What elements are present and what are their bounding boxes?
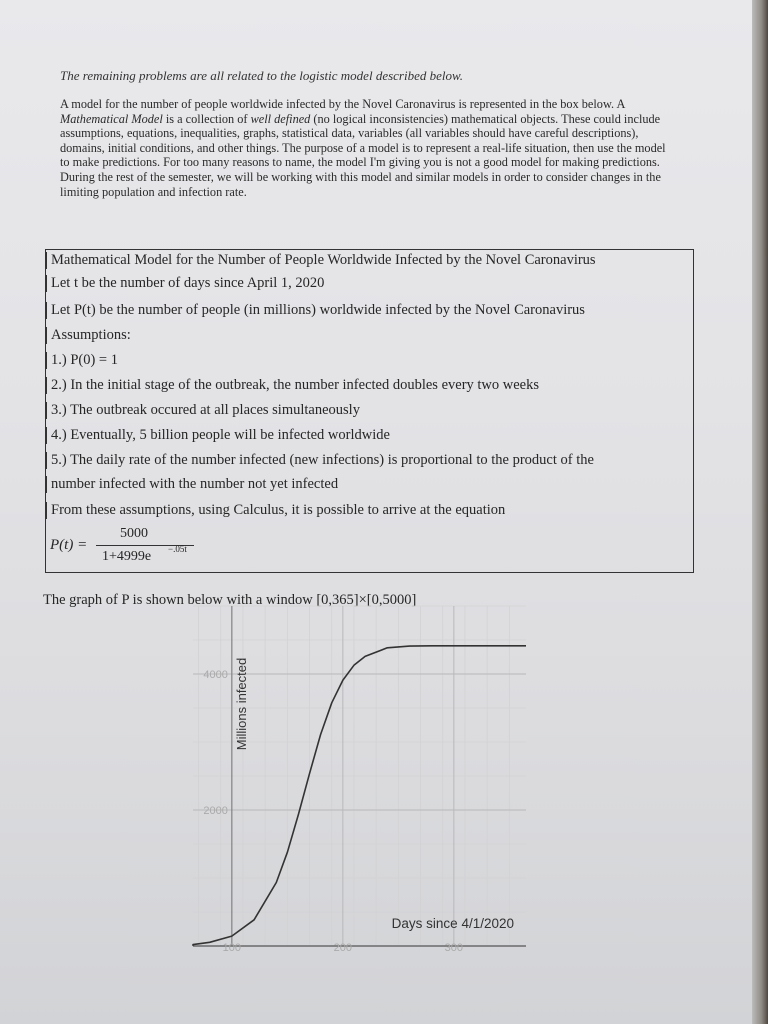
intro-text: The remaining problems are all related to the logistic model described below. bbox=[60, 68, 463, 83]
para-part3: (no logical inconsistencies) mathematical objects. These could include assumptions, equations, inequalities, graphs, statistical data, variables (all variables should have careful descriptions), domains, initial conditions, and other things. The purpose of a model is to represent a real-life situation, then use the model to make predictions. For too many reasons to name, the model I'm giving you is not a good model for making predictions. During the rest of the semester, we will be working with this model and similar models in order to consider changes in the limiting population and infection rate. bbox=[60, 111, 666, 199]
equation-numerator: 5000 bbox=[120, 526, 148, 541]
y-tick-label: 2000 bbox=[203, 805, 228, 817]
assumption-1: 1.) P(0) = 1 bbox=[46, 352, 693, 369]
x-tick-label: 200 bbox=[333, 942, 353, 954]
assumption-2: 2.) In the initial stage of the outbreak, the number infected doubles every two weeks bbox=[46, 377, 693, 394]
x-axis-label: Days since 4/1/2020 bbox=[391, 916, 514, 931]
box-title: Mathematical Model for the Number of People Worldwide Infected by the Novel Caronavirus bbox=[46, 252, 693, 269]
x-tick-label: 300 bbox=[444, 942, 464, 954]
assumptions-label: Assumptions: bbox=[46, 327, 693, 344]
y-tick-label: 4000 bbox=[203, 669, 228, 681]
assumption-3: 3.) The outbreak occured at all places simultaneously bbox=[46, 402, 693, 419]
conclusion-text: From these assumptions, using Calculus, it is possible to arrive at the equation bbox=[46, 502, 693, 519]
para-term1: Mathematical Model bbox=[60, 111, 163, 126]
para-part2: is a collection of bbox=[162, 111, 251, 126]
para-part1: A model for the number of people worldwide infected by the Novel Caronavirus is represented in the box below. A bbox=[60, 97, 625, 111]
assumption-5-line2: number infected with the number not yet infected bbox=[46, 476, 693, 493]
equation-exponent: −.05t bbox=[168, 544, 187, 554]
equation-lhs: P(t) = bbox=[50, 537, 88, 553]
variable-p: Let P(t) be the number of people (in millions) worldwide infected by the Novel Caronavirus bbox=[46, 302, 693, 319]
assumption-4: 4.) Eventually, 5 billion people will be infected worldwide bbox=[46, 427, 693, 444]
x-tick-label: 100 bbox=[222, 942, 242, 954]
graph-caption: The graph of P is shown below with a window [0,365]×[0,5000] bbox=[43, 592, 417, 608]
assumption-5-line1: 5.) The daily rate of the number infected (new infections) is proportional to the product of the bbox=[46, 452, 693, 469]
variable-t: Let t be the number of days since April 1, 2020 bbox=[46, 275, 693, 292]
y-axis-label: Millions infected bbox=[233, 657, 249, 751]
equation-denominator: 1+4999e bbox=[102, 549, 152, 564]
para-term2: well defined bbox=[250, 111, 311, 126]
